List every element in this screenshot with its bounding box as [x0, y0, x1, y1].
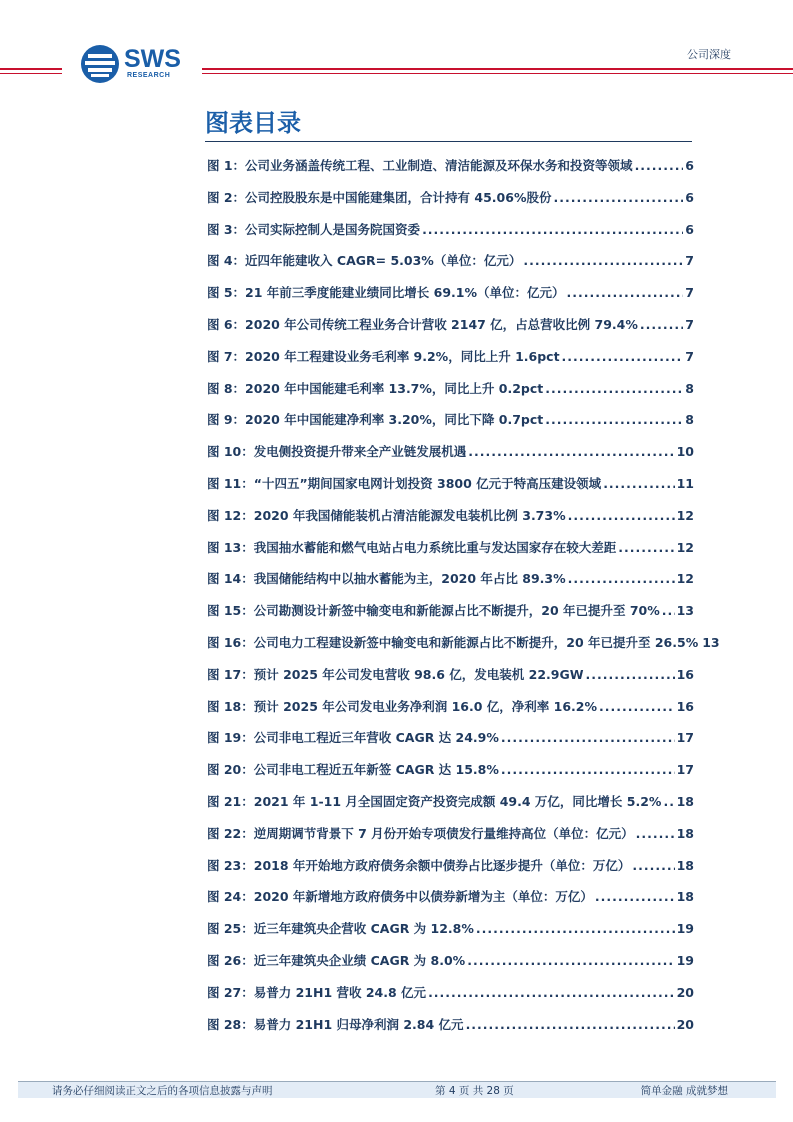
toc-entry-label: 图 22：逆周期调节背景下 7 月份开始专项债发行量维持高位（单位：亿元）: [207, 825, 634, 841]
toc-entry[interactable]: [207, 818, 694, 850]
toc-entry-label: 图 16：公司电力工程建设新签中输变电和新能源占比不断提升，20 年已提升至 26.5%: [207, 634, 699, 650]
toc-entry-page: 18: [676, 793, 694, 809]
toc-entry-label: 图 6：2020 年公司传统工程业务合计营收 2147 亿，占总营收比例 79.4%: [207, 316, 638, 332]
toc-entry-page: 16: [676, 698, 694, 714]
toc-entry-label: 图 9：2020 年中国能建净利率 3.20%，同比下降 0.7pct: [207, 412, 544, 428]
footer: [18, 1082, 776, 1098]
toc-leader-dots: [501, 722, 675, 754]
toc-leader-dots: [468, 436, 674, 468]
toc-leader-dots: [632, 850, 674, 882]
toc-entry-page: 19: [676, 921, 694, 937]
toc-entry[interactable]: [207, 850, 694, 882]
toc-entry-label: 图 14：我国储能结构中以抽水蓄能为主，2020 年占比 89.3%: [207, 571, 566, 587]
toc-entry[interactable]: [207, 500, 694, 532]
toc-entry[interactable]: [207, 309, 694, 341]
toc-leader-dots: [553, 182, 683, 214]
toc-leader-dots: [662, 595, 675, 627]
toc-leader-dots: [568, 563, 675, 595]
toc-entry-page: 12: [676, 571, 694, 587]
toc-leader-dots: [545, 373, 683, 405]
toc-entry-page: 18: [676, 825, 694, 841]
toc-entry[interactable]: [207, 881, 694, 913]
toc-entry-page: 11: [676, 475, 694, 491]
toc-entry-label: 图 2：公司控股股东是中国能建集团，合计持有 45.06%股份: [207, 189, 552, 205]
toc-entry-page: 8: [685, 380, 694, 396]
toc-entry-label: 图 13：我国抽水蓄能和燃气电站占电力系统比重与发达国家存在较大差距: [207, 539, 617, 555]
toc-entry-label: 图 18：预计 2025 年公司发电业务净利润 16.0 亿，净利率 16.2%: [207, 698, 598, 714]
toc-leader-dots: [595, 881, 675, 913]
toc-entry[interactable]: [207, 722, 694, 754]
toc-entry-page: 7: [685, 253, 694, 269]
toc-entry-label: 图 10：发电侧投资提升带来全产业链发展机遇: [207, 444, 467, 460]
toc-entry-label: 图 15：公司勘测设计新签中输变电和新能源占比不断提升，20 年已提升至 70%: [207, 603, 660, 619]
toc-leader-dots: [476, 913, 675, 945]
toc-entry[interactable]: [207, 404, 694, 436]
footer-slogan: 简单金融 成就梦想: [640, 1085, 728, 1097]
toc-entry[interactable]: [207, 214, 694, 246]
toc-entry-label: 图 27：易普力 21H1 营收 24.8 亿元: [207, 984, 427, 1000]
toc-entry-page: 17: [676, 762, 694, 778]
toc-entry-label: 图 17：预计 2025 年公司发电营收 98.6 亿，发电装机 22.9GW: [207, 666, 584, 682]
toc-entry-page: 17: [676, 730, 694, 746]
toc-leader-dots: [501, 754, 675, 786]
toc-leader-dots: [640, 309, 683, 341]
toc-leader-dots: [603, 468, 674, 500]
toc-leader-dots: [545, 404, 683, 436]
toc-entry-label: 图 3：公司实际控制人是国务院国资委: [207, 221, 421, 237]
toc-leader-dots: [562, 341, 684, 373]
toc-leader-dots: [428, 977, 675, 1009]
sws-logo: [80, 44, 190, 84]
toc-entry-page: 12: [676, 539, 694, 555]
toc-leader-dots: [599, 691, 675, 723]
footer-page-info: 第 4 页 共 28 页: [435, 1085, 514, 1097]
toc-entry-label: 图 19：公司非电工程近三年营收 CAGR 达 24.9%: [207, 730, 499, 746]
toc-leader-dots: [467, 945, 674, 977]
toc-entry[interactable]: [207, 595, 694, 627]
toc-entry-page: 16: [676, 666, 694, 682]
report-type: 公司深度: [687, 48, 731, 61]
header-rule: [202, 68, 793, 70]
toc-entry-label: 图 12：2020 年我国储能装机占清洁能源发电装机比例 3.73%: [207, 507, 566, 523]
toc-entry[interactable]: [207, 373, 694, 405]
toc-entry-label: 图 5：21 年前三季度能建业绩同比增长 69.1%（单位：亿元）: [207, 285, 565, 301]
toc-entry-page: 13: [702, 634, 720, 650]
footer-disclaimer: 请务必仔细阅读正文之后的各项信息披露与声明: [52, 1085, 273, 1097]
toc-leader-dots: [636, 818, 675, 850]
header-rule: [0, 68, 62, 70]
toc-entry[interactable]: [207, 659, 694, 691]
toc-entry[interactable]: [207, 754, 694, 786]
toc-leader-dots: [523, 245, 683, 277]
toc-entry[interactable]: [207, 182, 694, 214]
toc-entry[interactable]: [207, 786, 694, 818]
sws-logo-icon: [80, 44, 120, 84]
toc-entry-page: 6: [685, 221, 694, 237]
toc-leader-dots: [466, 1009, 675, 1041]
toc-entry[interactable]: [207, 277, 694, 309]
toc-entry[interactable]: [207, 913, 694, 945]
toc-entry[interactable]: [207, 977, 694, 1009]
page-title: 图表目录: [205, 109, 301, 137]
toc-leader-dots: [586, 659, 675, 691]
toc-entry[interactable]: [207, 468, 694, 500]
toc-leader-dots: [635, 150, 684, 182]
toc-entry[interactable]: [207, 341, 694, 373]
toc-entry-page: 7: [685, 285, 694, 301]
logo-text: SWS: [124, 45, 181, 73]
toc-entry-page: 18: [676, 857, 694, 873]
toc-entry-label: 图 24：2020 年新增地方政府债务中以债券新增为主（单位：万亿）: [207, 889, 593, 905]
toc-entry[interactable]: [207, 436, 694, 468]
toc-entry-label: 图 11：“十四五”期间国家电网计划投资 3800 亿元于特高压建设领域: [207, 475, 602, 491]
toc-entry-label: 图 21：2021 年 1-11 月全国固定资产投资完成额 49.4 万亿，同比增长 5.2%: [207, 793, 662, 809]
toc-entry-page: 6: [685, 189, 694, 205]
toc-entry-label: 图 7：2020 年工程建设业务毛利率 9.2%，同比上升 1.6pct: [207, 348, 560, 364]
toc-leader-dots: [568, 500, 675, 532]
toc-entry[interactable]: [207, 691, 694, 723]
toc-entry[interactable]: [207, 150, 694, 182]
toc-entry-page: 7: [685, 316, 694, 332]
title-divider: [205, 141, 692, 142]
toc-entry-page: 7: [685, 348, 694, 364]
toc-entry[interactable]: [207, 563, 694, 595]
toc-entry[interactable]: [207, 945, 694, 977]
toc-entry-label: 图 28：易普力 21H1 归母净利润 2.84 亿元: [207, 1016, 464, 1032]
toc-entry-page: 8: [685, 412, 694, 428]
toc-entry[interactable]: [207, 245, 694, 277]
toc-entry-label: 图 23：2018 年开始地方政府债务余额中债券占比逐步提升（单位：万亿）: [207, 857, 631, 873]
toc-entry-page: 10: [676, 444, 694, 460]
toc-entry-page: 12: [676, 507, 694, 523]
toc-entry-page: 20: [676, 984, 694, 1000]
toc-entry-label: 图 26：近三年建筑央企业绩 CAGR 为 8.0%: [207, 952, 466, 968]
header-rule-thin: [0, 73, 62, 74]
toc-leader-dots: [618, 532, 674, 564]
toc-entry-label: 图 20：公司非电工程近五年新签 CAGR 达 15.8%: [207, 762, 499, 778]
toc-entry-page: 13: [676, 603, 694, 619]
toc-entry-page: 20: [676, 1016, 694, 1032]
toc-entry[interactable]: [207, 627, 720, 659]
toc-entry[interactable]: [207, 532, 694, 564]
toc-leader-dots: [422, 214, 683, 246]
toc-entry-page: 6: [685, 158, 694, 173]
toc-entry-label: 图 4：近四年能建收入 CAGR= 5.03%（单位：亿元）: [207, 253, 522, 269]
header-rule-thin: [202, 73, 793, 74]
toc-entry-label: 图 25：近三年建筑央企营收 CAGR 为 12.8%: [207, 921, 474, 937]
toc-leader-dots: [663, 786, 674, 818]
logo-subtext: RESEARCH: [127, 72, 171, 79]
toc-entry-page: 18: [676, 889, 694, 905]
toc-entry-page: 19: [676, 952, 694, 968]
figure-toc: [207, 150, 720, 1040]
toc-entry-label: 图 8：2020 年中国能建毛利率 13.7%，同比上升 0.2pct: [207, 380, 544, 396]
toc-entry[interactable]: [207, 1009, 694, 1041]
toc-leader-dots: [567, 277, 684, 309]
toc-entry-label: 图 1：公司业务涵盖传统工程、工业制造、清洁能源及环保水务和投资等领域: [207, 158, 633, 173]
